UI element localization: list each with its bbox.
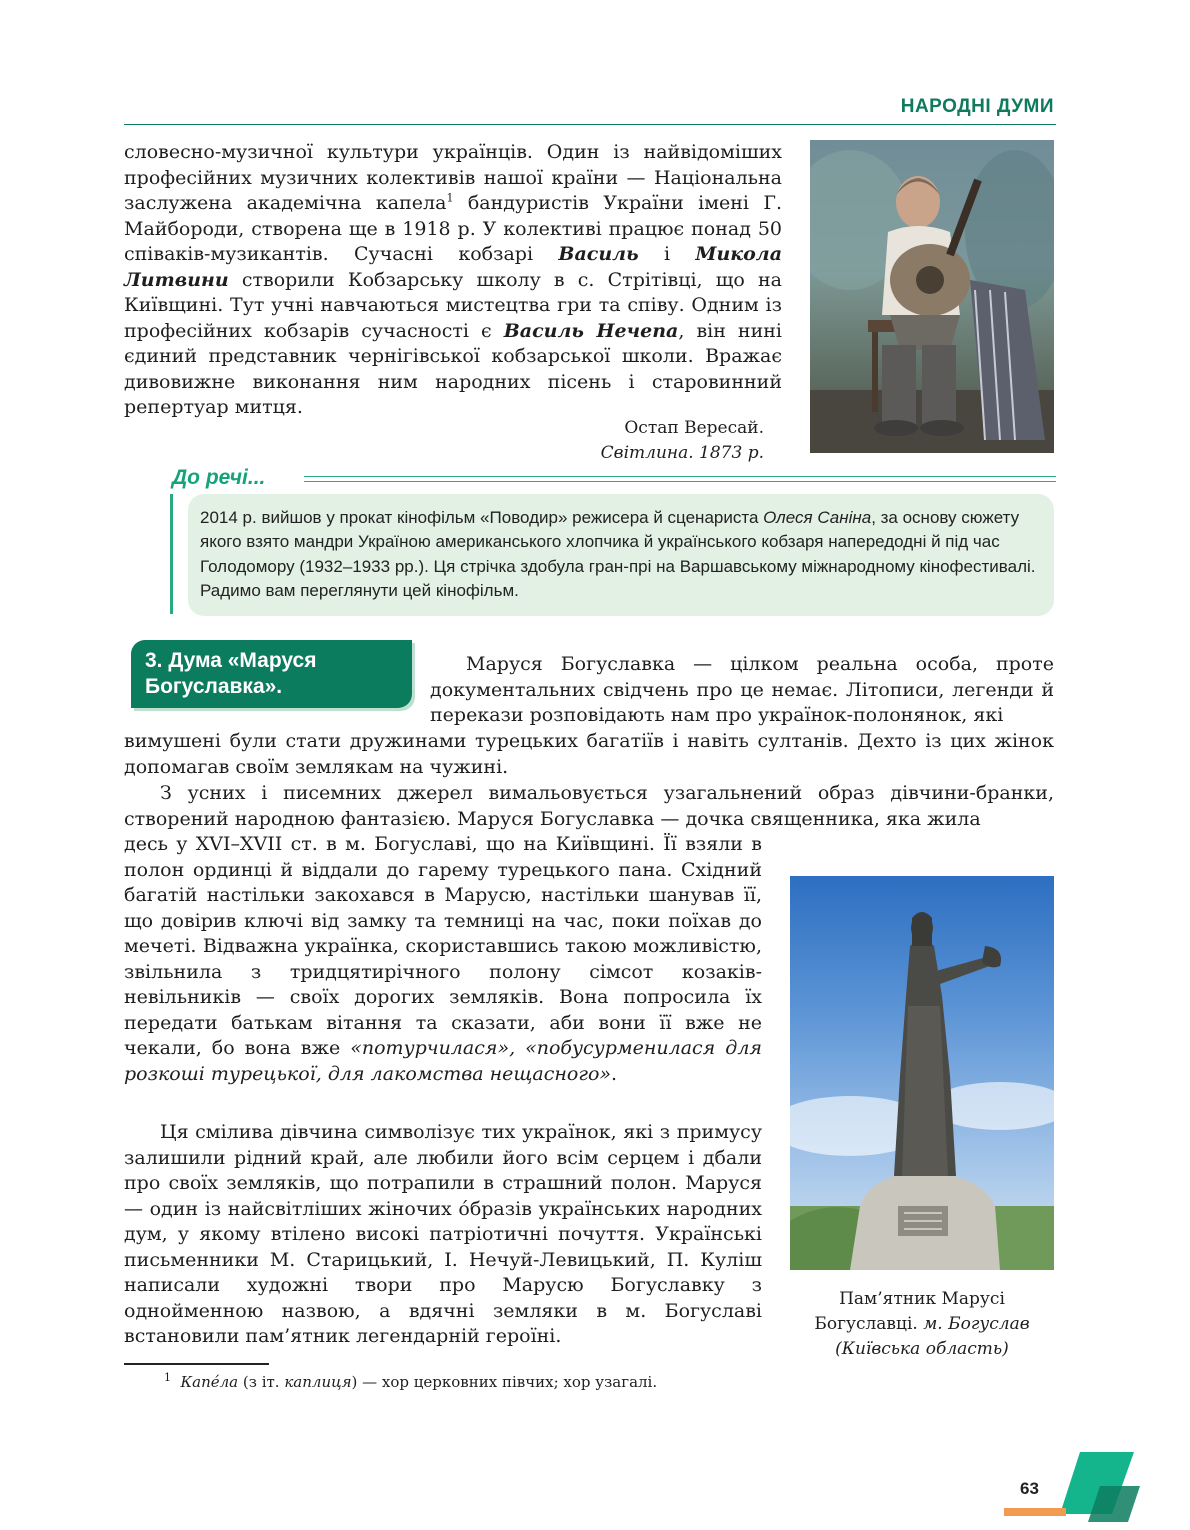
aside-rule (304, 476, 1056, 477)
corner-decoration (1060, 1452, 1140, 1522)
caption-title: Пам’ятник Марусі (839, 1289, 1005, 1309)
footnote-term: Капéла (180, 1373, 239, 1391)
caption-region: (Київська область) (835, 1339, 1009, 1359)
footnote-marker: 1 (446, 191, 454, 205)
caption-title: Богуславці. (814, 1314, 924, 1334)
page-number: 63 (1020, 1479, 1039, 1498)
section-paragraph-2b (124, 832, 762, 1087)
aside-box (188, 494, 1054, 616)
footnote-rule (124, 1363, 269, 1365)
emphasis-name: Микола Литвини (124, 243, 783, 291)
emphasis-name: Василь Нечепа (503, 319, 679, 342)
section-heading-line: 3. Дума «Маруся (145, 649, 317, 672)
aside-text-part: 2014 р. вийшов у прокат кінофільм «Поводир» режисера й сценариста (200, 508, 764, 527)
emphasis-name: Василь (558, 243, 639, 265)
section-paragraph-1b: вимушені були стати дружинами турецьких багатіїв і навіть султанів. Дехто із цих жінок допомагав своїм землякам на чужині. (124, 730, 1054, 778)
footnote (164, 1373, 657, 1391)
aside-side-rule (170, 494, 173, 614)
intro-paragraph (124, 140, 782, 421)
folk-quote: «потурчилася», «побусурменилася для розкоші турецької, для лакомства нещасного» (124, 1037, 762, 1085)
caption-title: Остап Вересай. (624, 418, 764, 438)
section-heading (131, 640, 412, 708)
aside-text (200, 506, 1036, 603)
monument-illustration (790, 876, 1054, 1270)
paragraph-text: десь у XVI–XVII ст. в м. Богуславі, що на Київщині. Її взяли в полон ординці й віддали до гарему турецького пана. Східний багатій настільки закохався в Марусю, настільки шанував її, що довірив ключі від замку та темниці на час, поки поїхав до мечеті. Відважна українка, скориставшись такою можливістю, звільнила з тридцятирічного полону сімсот козаків-невільників — своїх дорогих земляків. Вона попросила їх передати батькам вітання та сказати, аби вони її вже не чекали, бо вона вже (124, 833, 762, 1059)
paragraph-text: . (611, 1062, 618, 1085)
section-heading-line: Богуславка». (145, 675, 283, 698)
footnote-text: (з іт. (238, 1373, 285, 1391)
footnote-number: 1 (164, 1371, 171, 1384)
intro-text: бандуристів України імені Г. Майбороди, створена ще в 1918 р. У колективі працює понад 50 співаків-музикантів. Сучасні кобзарі (124, 192, 782, 265)
photo1-caption (601, 416, 764, 466)
caption-place: м. Богуслав (923, 1314, 1030, 1334)
kobzar-photo (810, 140, 1054, 453)
page-number-bar (1004, 1508, 1066, 1516)
caption-subtitle: Світлина. 1873 р. (600, 443, 764, 463)
photo2-caption (790, 1287, 1054, 1362)
aside-text-part: , за основу сюжету якого взято мандри Україною американського хлопчика й українського кобзаря напередодні й під час Голодомору (1932–1933 рр.). Ця стрічка здобула гран-прі на Варшавському міжнародному кінофестивалі. Радимо вам переглянути цей кінофільм. (200, 508, 1036, 600)
footnote-text: ) — хор церковних півчих; хор узагалі. (351, 1373, 658, 1391)
header-rule (124, 124, 1056, 125)
aside-rule (304, 481, 1056, 482)
intro-text: створили Кобзарську школу в с. Стрітівці, що на Київщині. Тут учні навчаються мистецтва гри та співу. Одним із професійних кобзарів сучасності є (124, 268, 782, 342)
section-paragraph-3: Ця смілива дівчина символізує тих українок, які з примусу залишили рідний край, але любили його всім серцем і дбали про своїх земляків, що потрапили в страшний полон. Маруся — один із найсвітліших жіночих óбразів українських народних дум, у якому втілено високі патріотичні почуття. Українські письменники М. Старицький, І. Нечуй-Левицький, П. Куліш написали художні твори про Марусю Богуславку з однойменною назвою, а вдячні земляки в м. Богуславі встановили пам’ятник легендарній героїні. (124, 1121, 762, 1347)
monument-photo (790, 876, 1054, 1270)
intro-text: і (638, 243, 696, 265)
intro-text: , він нині єдиний представник чернігівської кобзарської школи. Вражає дивовижне виконання ним народних пісень і старовинний репертуар митця. (124, 319, 782, 418)
running-header: НАРОДНІ ДУМИ (900, 96, 1054, 117)
section-paragraph-2a: З усних і писемних джерел вимальовується узагальнений образ дівчини-бранки, створений народною фантазією. Маруся Богуславка — дочка священника, яка жила (124, 782, 1054, 830)
footnote-origin: каплиця (284, 1373, 352, 1391)
intro-text: словесно-музичної культури українців. Один із найвідоміших професійних музичних колективів нашої країни — Національна заслужена академічна капела (124, 141, 782, 214)
section-paragraph-1a: Маруся Богуславка — цілком реальна особа, проте документальних свідчень про це немає. Літописи, легенди й перекази розповідають нам про українок-полонянок, які (430, 653, 1054, 726)
kobzar-illustration (810, 140, 1054, 453)
aside-director-name: Олеся Саніна (763, 508, 872, 527)
aside-label: До речі... (172, 466, 266, 489)
